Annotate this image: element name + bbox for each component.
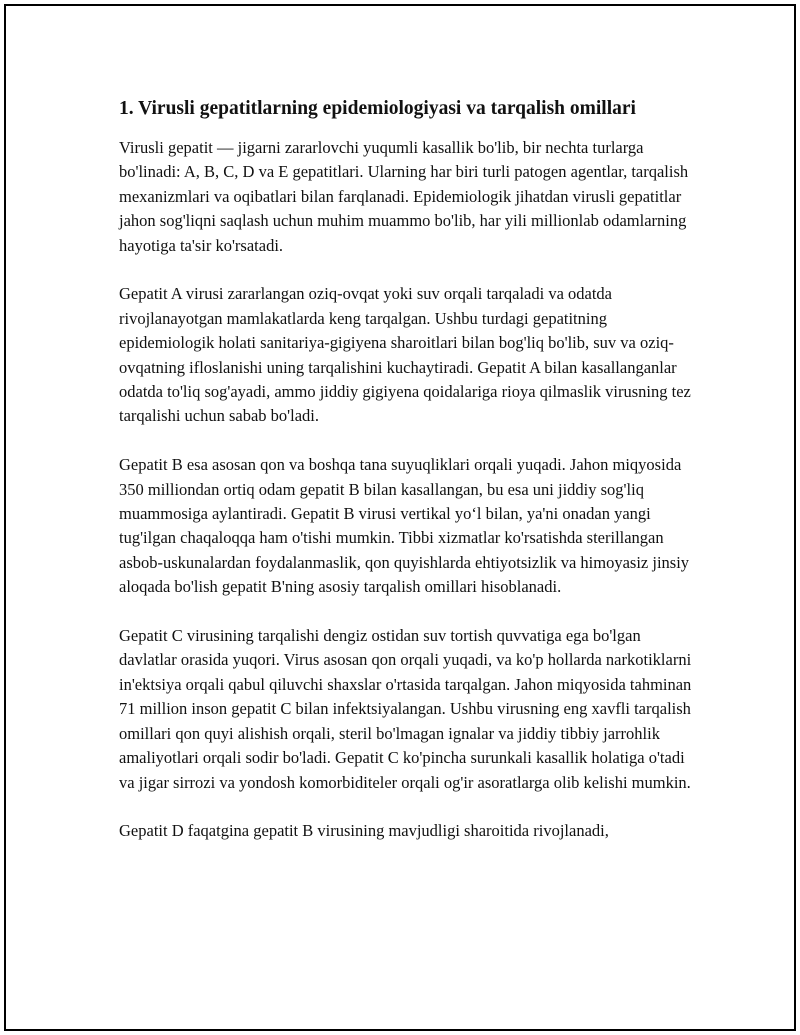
paragraph-hepatitis-a: Gepatit A virusi zararlangan oziq-ovqat yoki suv orqali tarqaladi va odatda rivojlanayotgan mamlakatlarda keng tarqalgan. Ushbu turdagi gepatitning epidemiologik holati sanitariya-gigiyena sharoitlari bilan bog'liq bo'lib, suv va oziq-ovqatning ifloslanishi uning tarqalishini kuchaytiradi. Gepatit A bilan kasallanganlar odatda to'liq sog'ayadi, ammo jiddiy gigiyena qoidalariga rioya qilmaslik virusning tez tarqalishi uchun sabab bo'ladi. (119, 284, 691, 426)
paragraph-hepatitis-b: Gepatit B esa asosan qon va boshqa tana suyuqliklari orqali yuqadi. Jahon miqyosida 350 milliondan ortiq odam gepatit B bilan kasallangan, bu esa uni jiddiy sog'liq muammosiga aylantiradi. Gepatit B virusi vertikal yo‘l bilan, ya'ni onadan yangi tug'ilgan chaqaloqqa ham o'tishi mumkin. Tibbi xizmatlar ko'rsatishda sterillangan asbob-uskunalardan foydalanmaslik, qon quyishlarda ehtiyotsizlik va himoyasiz jinsiy aloqada bo'lish gepatit B'ning asosiy tarqalish omillari hisoblanadi. (119, 455, 690, 597)
section-heading: 1. Virusli gepatitlarning epidemiologiyasi va tarqalish omillari (119, 98, 636, 119)
paragraph-intro: Virusli gepatit — jigarni zararlovchi yuqumli kasallik bo'lib, bir nechta turlarga bo'linadi: A, B, C, D va E gepatitlari. Ularning har biri turli patogen agentlar, tarqalish mexanizmlari va oqibatlari bilan farqlanadi. Epidemiologik jihatdan virusli gepatitlar jahon sog'liqni saqlash uchun muhim muammo bo'lib, har yili millionlab odamlarning hayotiga ta'sir ko'rsatadi. (119, 138, 689, 255)
paragraph-hepatitis-c: Gepatit C virusining tarqalishi dengiz ostidan suv tortish quvvatiga ega bo'lgan davlatlar orasida yuqori. Virus asosan qon orqali yuqadi, va ko'p hollarda narkotiklarni in'ektsiya orqali qabul qiluvchi shaxslar o'rtasida tarqalgan. Jahon miqyosida tahminan 71 million inson gepatit C bilan infektsiyalangan. Ushbu virusning eng xavfli tarqalish omillari qon quyi alishish orqali, steril bo'lmagan ignalar va jiddiy tibbiy jarrohlik amaliyotlari orqali sodir bo'ladi. Gepatit C ko'pincha surunkali kasallik holatiga o'tadi va jigar sirrozi va yondosh komorbiditeler orqali og'ir asoratlarga olib kelishi mumkin. (119, 626, 692, 792)
document-page (4, 4, 796, 1031)
paragraph-hepatitis-d: Gepatit D faqatgina gepatit B virusining mavjudligi sharoitida rivojlanadi, (119, 821, 609, 841)
document-body (119, 96, 694, 868)
